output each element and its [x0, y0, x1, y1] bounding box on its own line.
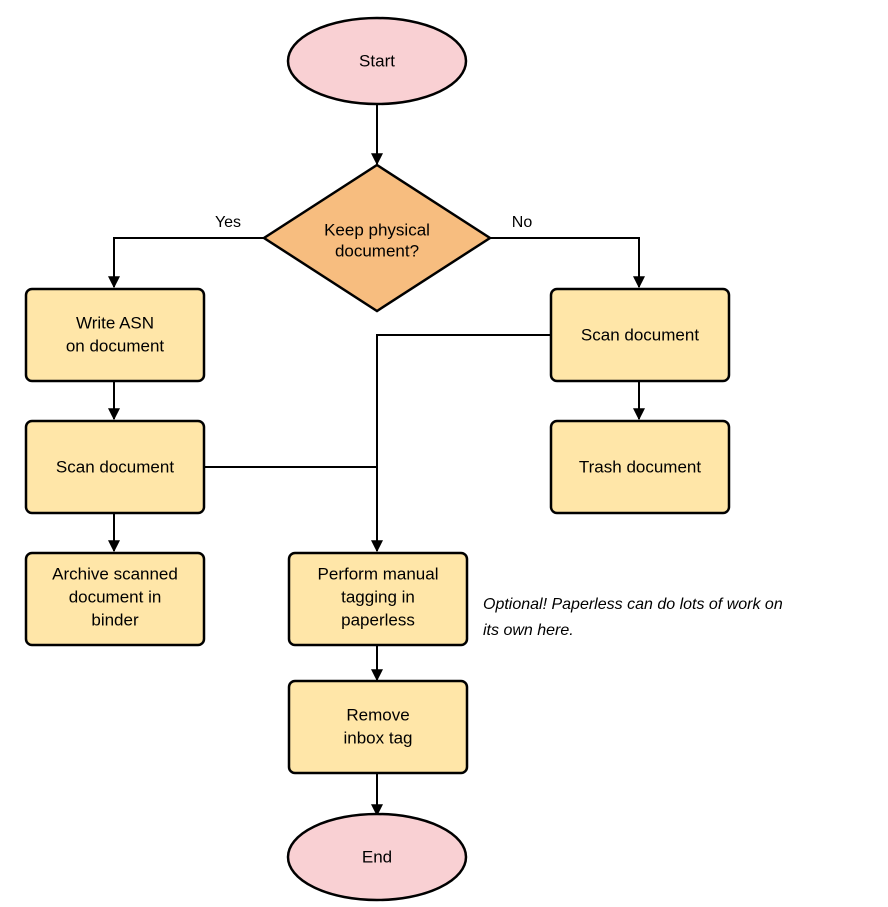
node-decision-keep-physical-document[interactable] — [264, 165, 490, 311]
edge-label-no: No — [511, 214, 533, 231]
node-write-asn-label-line1: Write ASN — [75, 313, 155, 333]
node-tagging-label-line3: paperless — [341, 610, 415, 630]
node-perform-manual-tagging[interactable] — [289, 553, 467, 645]
node-tagging-label-line2: tagging in — [341, 587, 415, 607]
connector-decision-to-write-asn — [114, 238, 265, 287]
node-scan-document-right-label: Scan document — [580, 325, 700, 345]
annotation-optional-note-line1: Optional! Paperless can do lots of work on — [483, 596, 783, 613]
node-scan-document-left[interactable] — [26, 421, 204, 513]
node-decision-label-line2: document? — [334, 241, 420, 261]
node-archive-label-line1: Archive scanned — [52, 564, 178, 584]
node-start[interactable] — [288, 18, 466, 104]
node-archive-label-line2: document in — [68, 587, 162, 607]
node-trash-document[interactable] — [551, 421, 729, 513]
node-remove-inbox-tag[interactable] — [289, 681, 467, 773]
node-archive-label-line3: binder — [91, 610, 139, 630]
node-end-label: End — [361, 847, 393, 867]
node-remove-tag-label-line2: inbox tag — [343, 728, 413, 748]
node-trash-document-label: Trash document — [578, 457, 702, 477]
node-scan-document-right[interactable] — [551, 289, 729, 381]
node-start-label: Start — [359, 51, 395, 71]
connector-scan-right-to-tagging — [377, 335, 551, 551]
node-write-asn-label-line2: on document — [65, 336, 165, 356]
node-tagging-label-line1: Perform manual — [317, 564, 439, 584]
edge-label-yes: Yes — [214, 214, 242, 231]
node-end[interactable] — [288, 814, 466, 900]
node-scan-document-left-label: Scan document — [55, 457, 175, 477]
connector-decision-to-scan-right — [489, 238, 639, 287]
annotation-optional-note-line2: its own here. — [483, 622, 574, 639]
node-archive-scanned-document[interactable] — [26, 553, 204, 645]
node-write-asn-on-document[interactable] — [26, 289, 204, 381]
node-decision-label-line1: Keep physical — [324, 220, 430, 240]
node-remove-tag-label-line1: Remove — [346, 705, 410, 725]
